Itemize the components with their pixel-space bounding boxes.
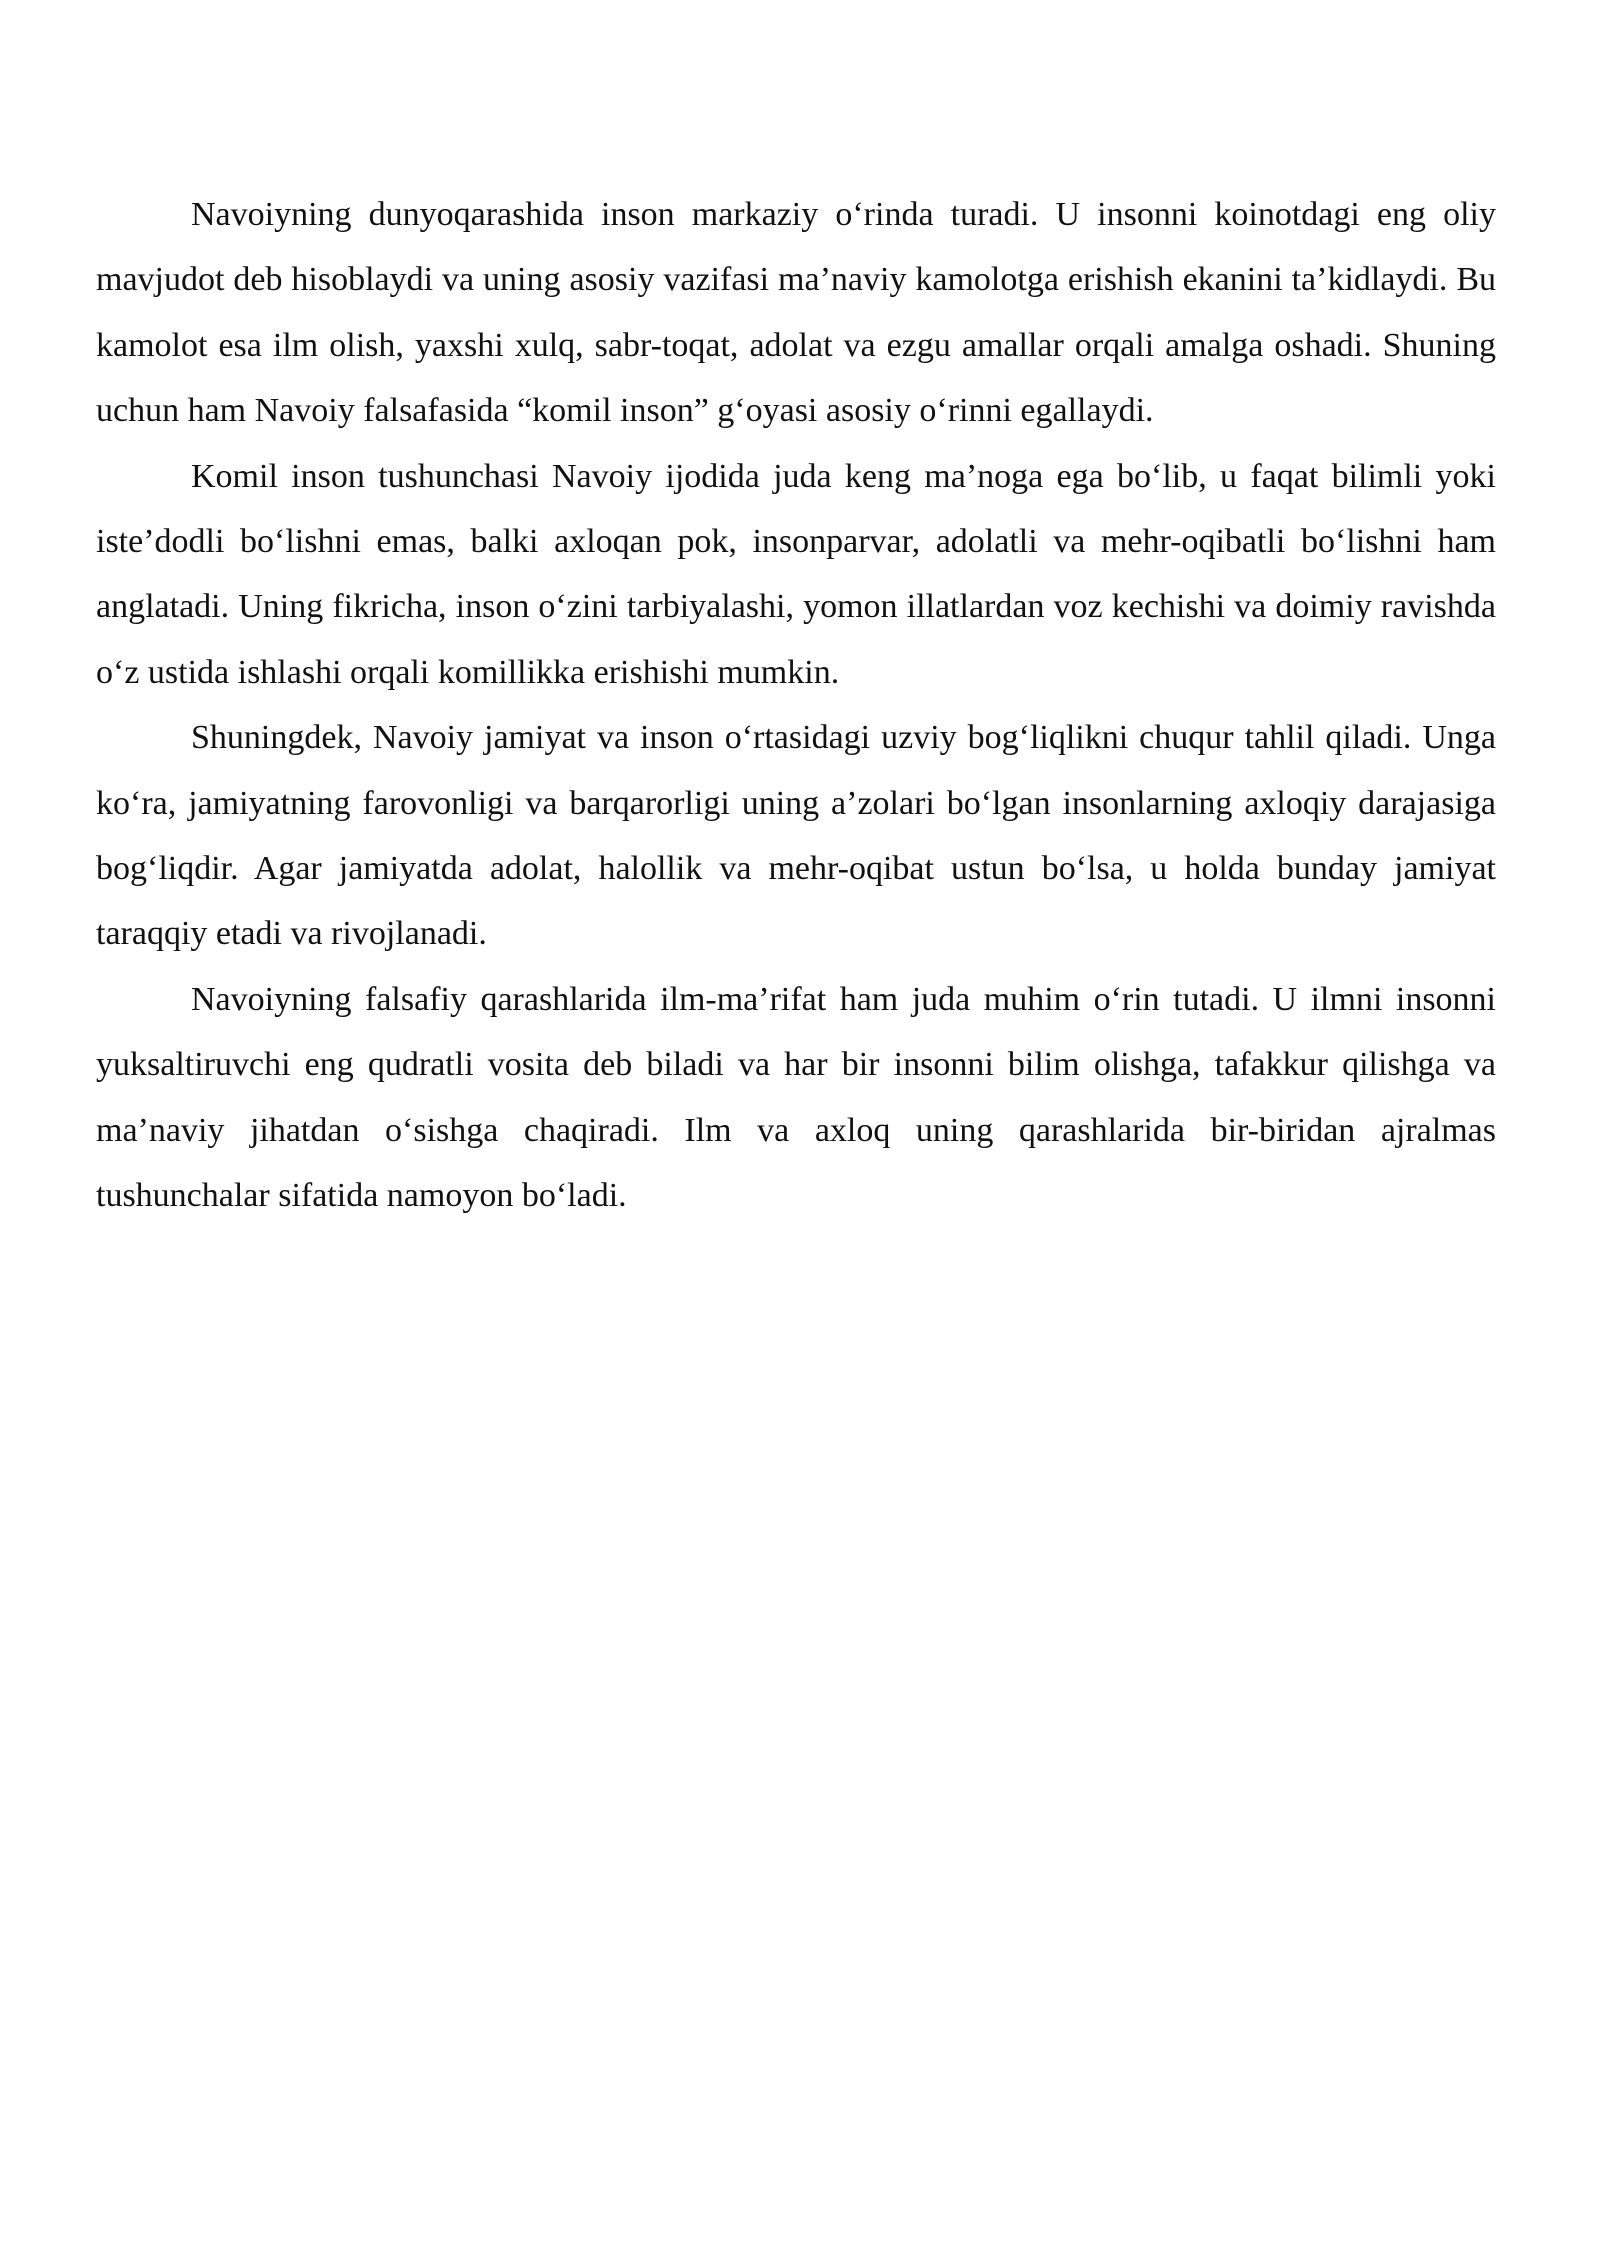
document-body: [96, 182, 1496, 1229]
paragraph-1: Navoiyning dunyoqarashida inson markaziy o‘rinda turadi. U insonni koinotdagi eng oliy mavjudot deb hisoblaydi va uning asosiy vazifasi ma’naviy kamolotga erishish ekanini ta’kidlaydi. Bu kamolot esa ilm olish, yaxshi xulq, sabr-toqat, adolat va ezgu amallar orqali amalga oshadi. Shuning uchun ham Navoiy falsafasida “komil inson” g‘oyasi asosiy o‘rinni egallaydi.: [96, 196, 1496, 430]
paragraph-4: Navoiyning falsafiy qarashlarida ilm-ma’rifat ham juda muhim o‘rin tutadi. U ilmni insonni yuksaltiruvchi eng qudratli vosita deb biladi va har bir insonni bilim olishga, tafakkur qilishga va ma’naviy jihatdan o‘sishga chaqiradi. Ilm va axloq uning qarashlarida bir-biridan ajralmas tushunchalar sifatida namoyon bo‘ladi.: [96, 980, 1496, 1215]
paragraph-2: Komil inson tushunchasi Navoiy ijodida juda keng ma’noga ega bo‘lib, u faqat bilimli yoki iste’dodli bo‘lishni emas, balki axloqan pok, insonparvar, adolatli va mehr-oqibatli bo‘lishni ham anglatadi. Uning fikricha, inson o‘zini tarbiyalashi, yomon illatlardan voz kechishi va doimiy ravishda o‘z ustida ishlashi orqali komillikka erishishi mumkin.: [96, 457, 1496, 691]
paragraph-3: Shuningdek, Navoiy jamiyat va inson o‘rtasidagi uzviy bog‘liqlikni chuqur tahlil qiladi. Unga ko‘ra, jamiyatning farovonligi va barqarorligi uning a’zolari bo‘lgan insonlarning axloqiy darajasiga bog‘liqdir. Agar jamiyatda adolat, halollik va mehr-oqibat ustun bo‘lsa, u holda bunday jamiyat taraqqiy etadi va rivojlanadi.: [96, 719, 1496, 953]
